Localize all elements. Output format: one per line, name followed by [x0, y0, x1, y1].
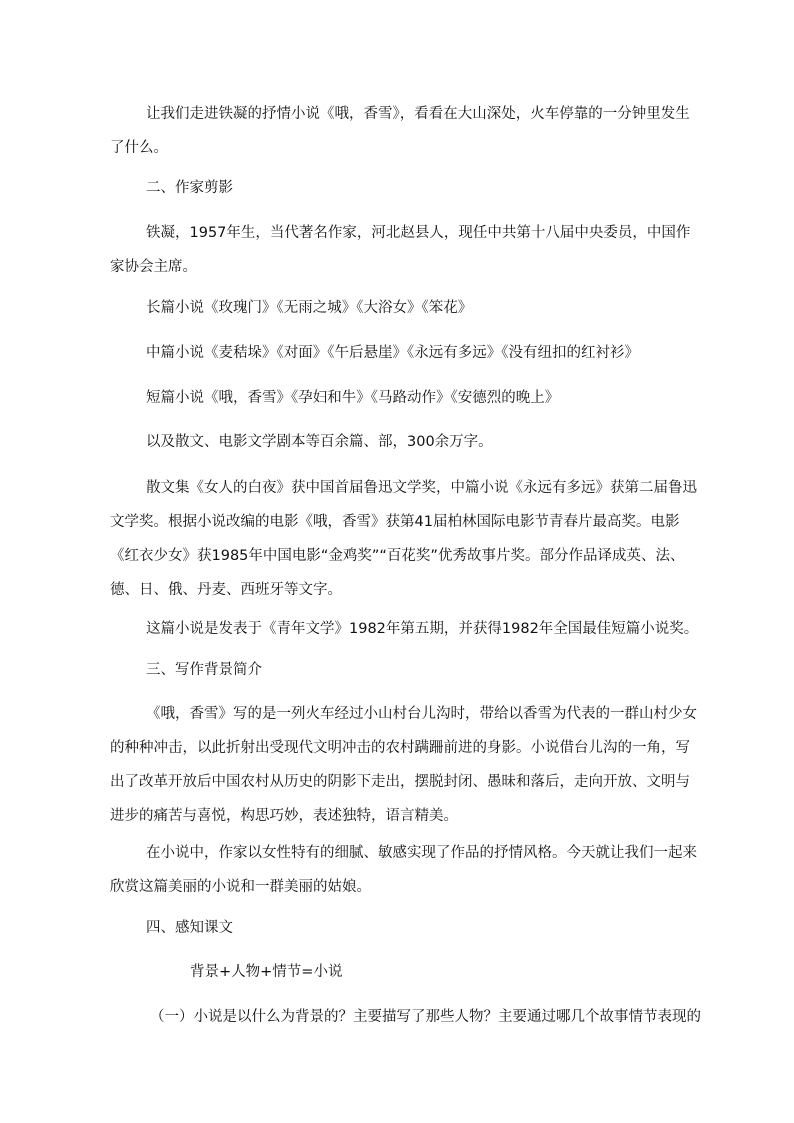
- author-bio-paragraph: 铁凝，1957年生，当代著名作家，河北赵县人，现任中共第十八届中央委员，中国作家协会主席。: [110, 225, 691, 275]
- section-heading-author: 二、作家剪影: [146, 180, 233, 196]
- short-stories-line: 短篇小说《哦，香雪》《孕妇和牛》《马路动作》《安德烈的晚上》: [146, 390, 560, 406]
- question-one: （一）小说是以什么为背景的？主要描写了那些人物？主要通过哪几个故事情节表现的: [150, 1009, 701, 1025]
- long-novels-line: 长篇小说《玫瑰门》《无雨之城》《大浴女》《笨花》: [146, 300, 473, 316]
- intro-paragraph: 让我们走进铁凝的抒情小说《哦，香雪》，看看在大山深处，火车停靠的一分钟里发生了什么。: [110, 106, 690, 156]
- awards-paragraph: 散文集《女人的白夜》获中国首届鲁迅文学奖，中篇小说《永远有多远》获第二届鲁迅文学奖。根据小说改编的电影《哦，香雪》获第41届柏林国际电影节青春片最高奖。电影《红衣少女》获1985年中国电影“金鸡奖”“百花奖”优秀故事片奖。部分作品译成英、法、德、日、俄、丹麦、西班牙等文字。: [110, 480, 697, 598]
- section-heading-background: 三、写作背景简介: [146, 662, 262, 678]
- story-formula: 背景+人物+情节=小说: [190, 964, 343, 980]
- style-paragraph: 在小说中，作家以女性特有的细腻、敏感实现了作品的抒情风格。今天就让我们一起来欣赏这篇美丽的小说和一群美丽的姑娘。: [110, 845, 697, 895]
- other-works-line: 以及散文、电影文学剧本等百余篇、部，300余万字。: [146, 434, 493, 450]
- background-paragraph: 《哦，香雪》写的是一列火车经过小山村台儿沟时，带给以香雪为代表的一群山村少女的种种冲击，以此折射出受现代文明冲击的农村蹒跚前进的身影。小说借台儿沟的一角，写出了改革开放后中国农村从历史的阴影下走出，摆脱封闭、愚昧和落后，走向开放、文明与进步的痛苦与喜悦，构思巧妙，表述独特，语言精美。: [110, 706, 697, 824]
- publication-paragraph: 这篇小说是发表于《青年文学》1982年第五期，并获得1982年全国最佳短篇小说奖。: [146, 621, 699, 637]
- medium-novels-line: 中篇小说《麦秸垛》《对面》《午后悬崖》《永远有多远》《没有纽扣的红衬衫》: [146, 345, 639, 361]
- section-heading-reading: 四、感知课文: [146, 920, 233, 936]
